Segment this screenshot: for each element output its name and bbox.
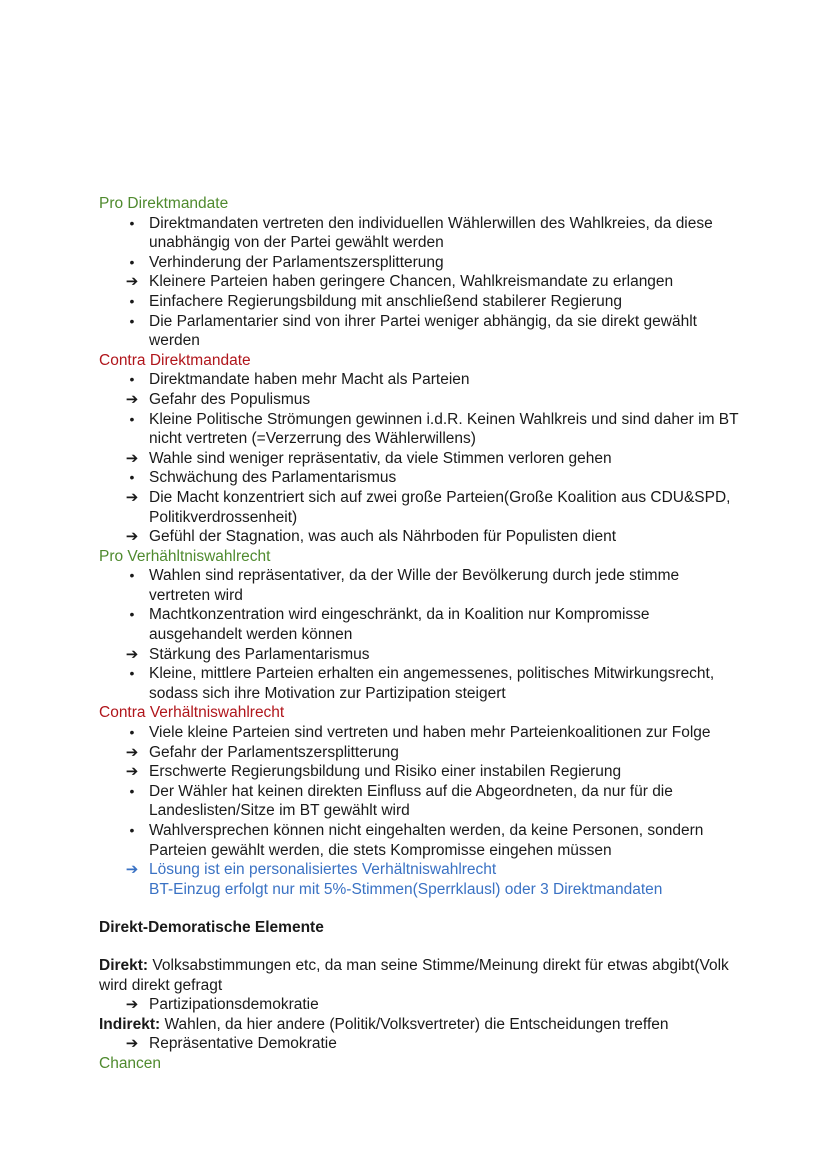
list-item: ➔ Stärkung des Parlamentarismus: [99, 645, 739, 665]
list-item: • Wahlversprechen können nicht eingehalten werden, da keine Personen, sondern Parteien gewählt werden, die stets Kompromisse eingehen müssen: [99, 821, 739, 860]
arrow-right-icon: ➔: [125, 644, 139, 663]
bullet-icon: •: [129, 469, 135, 486]
document-content: [99, 194, 739, 1074]
arrow-right-icon: ➔: [125, 762, 139, 781]
bullet-icon: •: [129, 665, 135, 682]
bullet-icon: •: [129, 371, 135, 388]
arrow-right-icon: ➔: [125, 860, 139, 879]
heading-contra-verhaeltniswahlrecht: Contra Verhältniswahlrecht: [99, 704, 285, 722]
label-direkt: Direkt:: [99, 956, 149, 974]
list-item: • Verhinderung der Parlamentszersplitterung: [99, 253, 739, 273]
list-item: ➔ Repräsentative Demokratie: [99, 1034, 739, 1054]
list-pro-verhaeltniswahlrecht: [99, 566, 739, 703]
list-direkt: [99, 995, 739, 1015]
bullet-icon: •: [129, 410, 135, 427]
heading-pro-verhaeltniswahlrecht: Pro Verhähltniswahlrecht: [99, 547, 271, 565]
arrow-right-icon: ➔: [125, 448, 139, 467]
bullet-icon: •: [129, 567, 135, 584]
arrow-right-icon: ➔: [125, 272, 139, 291]
heading-pro-direktmandate: Pro Direktmandate: [99, 195, 229, 212]
list-item: ➔ Gefühl der Stagnation, was auch als Nährboden für Populisten dient: [99, 527, 739, 547]
list-item-solution: ➔ Lösung ist ein personalisiertes Verhältniswahlrecht BT-Einzug erfolgt nur mit 5%-Stimmen(Sperrklausl) oder 3 Direktmandaten: [99, 860, 739, 899]
arrow-right-icon: ➔: [125, 742, 139, 761]
list-item: • Kleine, mittlere Parteien erhalten ein angemessenes, politisches Mitwirkungsrecht, sodass sich ihre Motivation zur Partizipation steigert: [99, 664, 739, 703]
arrow-right-icon: ➔: [125, 995, 139, 1014]
list-item: ➔ Gefahr des Populismus: [99, 390, 739, 410]
arrow-right-icon: ➔: [125, 527, 139, 546]
list-pro-direktmandate: [99, 214, 739, 351]
bullet-icon: •: [129, 606, 135, 623]
bullet-icon: •: [129, 312, 135, 329]
list-item: • Kleine Politische Strömungen gewinnen i.d.R. Keinen Wahlkreis und sind daher im BT nicht vertreten (=Verzerrung des Wählerwillens): [99, 410, 739, 449]
bullet-icon: •: [129, 292, 135, 309]
list-item: ➔ Partizipationsdemokratie: [99, 995, 739, 1015]
list-contra-direktmandate: [99, 370, 739, 546]
list-item: • Viele kleine Parteien sind vertreten und haben mehr Parteienkoalitionen zur Folge: [99, 723, 739, 743]
heading-contra-direktmandate: Contra Direktmandate: [99, 351, 251, 369]
list-item: ➔ Kleinere Parteien haben geringere Chancen, Wahlkreismandate zu erlangen: [99, 272, 739, 292]
list-item: • Direktmandaten vertreten den individuellen Wählerwillen des Wahlkreies, da diese unabhängig von der Partei gewählt werden: [99, 214, 739, 253]
list-item: • Einfachere Regierungsbildung mit anschließend stabilerer Regierung: [99, 292, 739, 312]
paragraph-direkt: Direkt: Volksabstimmungen etc, da man seine Stimme/Meinung direkt für etwas abgibt(Volk wird direkt gefragt: [99, 956, 729, 994]
list-item: • Schwächung des Parlamentarismus: [99, 468, 739, 488]
list-item: • Wahlen sind repräsentativer, da der Wille der Bevölkerung durch jede stimme vertreten wird: [99, 566, 739, 605]
bullet-icon: •: [129, 782, 135, 799]
list-item: • Direktmandate haben mehr Macht als Parteien: [99, 370, 739, 390]
bullet-icon: •: [129, 724, 135, 741]
arrow-right-icon: ➔: [125, 1034, 139, 1053]
bullet-icon: •: [129, 822, 135, 838]
bullet-icon: •: [129, 214, 135, 231]
list-item: ➔ Die Macht konzentriert sich auf zwei große Parteien(Große Koalition aus CDU&SPD, Politikverdrossenheit): [99, 488, 739, 527]
paragraph-indirekt: Indirekt: Wahlen, da hier andere (Politik/Volksvertreter) die Entscheidungen treffen: [99, 1015, 669, 1033]
list-item: • Die Parlamentarier sind von ihrer Partei weniger abhängig, da sie direkt gewählt werden: [99, 312, 739, 351]
list-item: ➔ Gefahr der Parlamentszersplitterung: [99, 743, 739, 763]
list-item: • Der Wähler hat keinen direkten Einfluss auf die Abgeordneten, da nur für die Landeslisten/Sitze im BT gewählt wird: [99, 782, 739, 821]
arrow-right-icon: ➔: [125, 389, 139, 408]
arrow-right-icon: ➔: [125, 487, 139, 506]
list-item: • Machtkonzentration wird eingeschränkt, da in Koalition nur Kompromisse ausgehandelt werden können: [99, 605, 739, 644]
list-contra-verhaeltniswahlrecht: [99, 723, 739, 899]
heading-chancen: Chancen: [99, 1054, 162, 1072]
list-item: ➔ Erschwerte Regierungsbildung und Risiko einer instabilen Regierung: [99, 762, 739, 782]
section-title-direkt-demokratische-elemente: Direkt-Demoratische Elemente: [99, 919, 324, 937]
label-indirekt: Indirekt:: [99, 1015, 161, 1033]
bullet-icon: •: [129, 253, 135, 270]
list-item: ➔ Wahle sind weniger repräsentativ, da viele Stimmen verloren gehen: [99, 449, 739, 469]
list-indirekt: [99, 1034, 739, 1054]
